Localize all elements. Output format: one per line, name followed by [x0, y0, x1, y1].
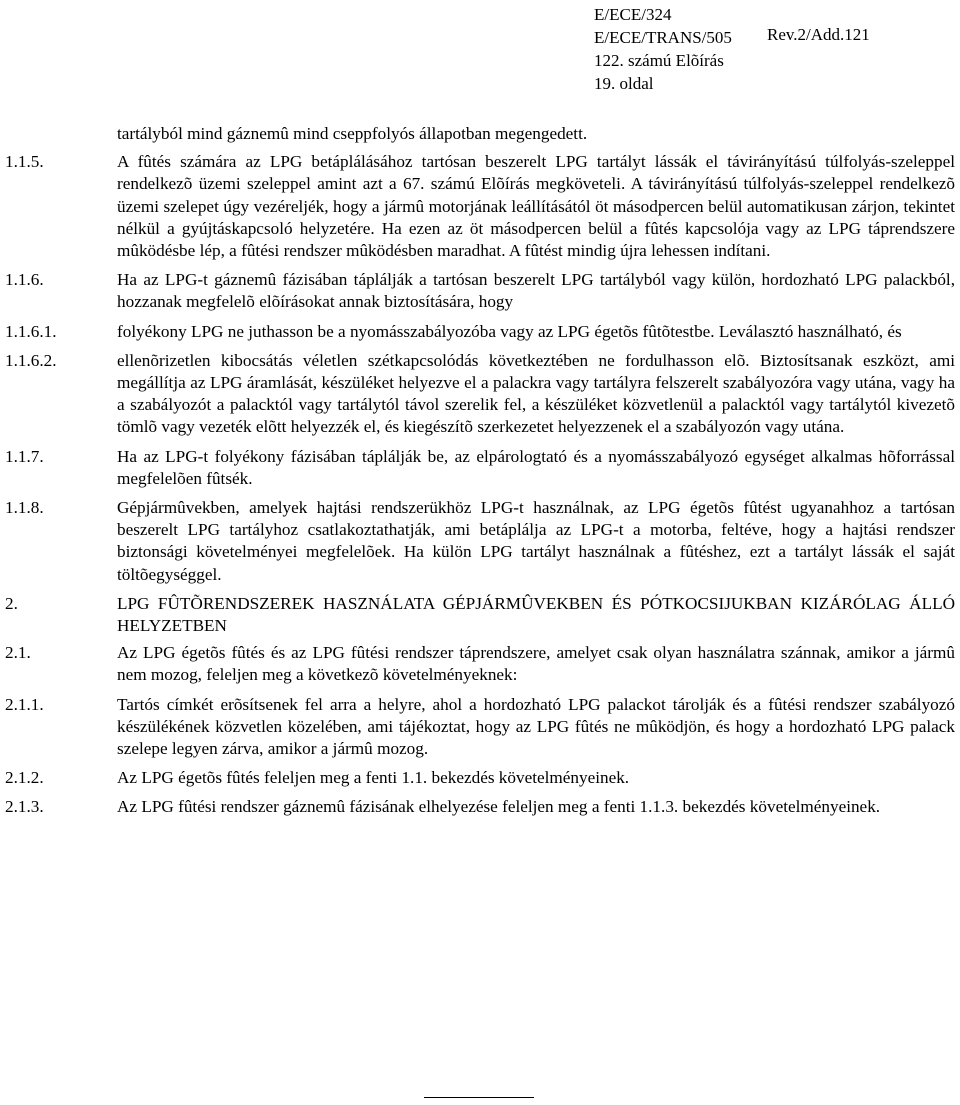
paragraph-text: Gépjármûvekben, amelyek hajtási rendszerükhöz LPG-t használnak, az LPG égetõs fûtést ugyanahhoz a tartósan beszerelt LPG tartályhoz csatlakoztathatják, ami betáplálja az LPG-t a motorba, feltéve, hogy a hajtási rendszer biztonsági követelményei megfelelõek. Ha külön LPG tartályt használnak a fûtéshez, ezt a tartályt lássák el saját töltõegységgel.	[117, 498, 955, 584]
paragraph	[5, 446, 955, 490]
paragraph-list	[5, 151, 955, 818]
paragraph-number: 1.1.6.1.	[5, 321, 57, 341]
paragraph-text: folyékony LPG ne juthasson be a nyomásszabályozóba vagy az LPG égetõs fûtõtestbe. Leválasztó használható, és	[117, 321, 902, 341]
document-header	[594, 4, 732, 96]
paragraph-number: 2.1.	[5, 643, 31, 663]
paragraph-number: 1.1.6.	[5, 270, 44, 290]
page-number: 19. oldal	[594, 74, 654, 93]
revision-code: Rev.2/Add.121	[767, 25, 870, 44]
paragraph-text: A fûtés számára az LPG betáplálásához tartósan beszerelt LPG tartályt lássák el távirányítású túlfolyás-szeleppel rendelkezõ üzemi szeleppel amint azt a 67. számú Elõírás megköveteli. A távirányítású túlfolyás-szeleppel rendelkezõ üzemi szelepet úgy vezéreljék, hogy a jármû motorjának leállításától öt másodpercen belül automatikusan zárjon, tekintet nélkül a gyújtáskapcsoló helyzetére. Ha ezen az öt másodpercen belül a fûtés kapcsolója vagy az LPG táprendszere mûködésbe lép, a fûtési rendszer mûködésben maradhat. A fûtést mindig újra lehessen indítani.	[117, 152, 955, 261]
paragraph-text: Ha az LPG-t gáznemû fázisában táplálják a tartósan beszerelt LPG tartályból vagy külön, hordozható LPG palackból, hozzanak megfelelõ elõírásokat annak biztosítására, hogy	[117, 270, 955, 312]
paragraph-text: Az LPG égetõs fûtés feleljen meg a fenti 1.1. bekezdés követelményeinek.	[117, 768, 630, 788]
paragraph-number: 2.1.1.	[5, 694, 44, 714]
paragraph	[5, 497, 955, 586]
paragraph	[5, 151, 955, 262]
paragraph	[5, 269, 955, 313]
end-rule	[424, 1097, 534, 1098]
paragraph	[5, 767, 955, 789]
doc-code: E/ECE/324	[594, 5, 672, 24]
paragraph-text: Az LPG égetõs fûtés és az LPG fûtési rendszer táprendszere, amelyet csak olyan használatra szánnak, amikor a jármû nem mozog, feleljen meg a következõ követelményeknek:	[117, 643, 955, 685]
paragraph-text: Tartós címkét erõsítsenek fel arra a helyre, ahol a hordozható LPG palackot tárolják és a fûtési rendszer szabályozó készülékének közvetlen közelében, ami tájékoztat, hogy az LPG fûtés ne mûködjön, és hogy a hordozható LPG palack szelepe legyen zárva, amikor a jármû mozog.	[117, 694, 955, 759]
paragraph-number: 1.1.7.	[5, 446, 44, 466]
paragraph-text: ellenõrizetlen kibocsátás véletlen szétkapcsolódás következtében ne fordulhasson elõ. Biztosítsanak eszközt, ami megállítja az LPG áramlását, készüléket helyezve el a palackra vagy tartályra felszerelt szabályozóra vagy utána, vagy ha a szabályozót a palacktól vagy tartálytól távol szerelik fel, a készüléket közvetlenül a palacktól vagy tartálytól kivezetõ tömlõ vagy vezeték elõtt helyezzék el, és kiegészítõ szerkezetet helyezzenek el a szabályozón vagy utána.	[117, 350, 955, 437]
intro-text: tartályból mind gáznemû mind cseppfolyós állapotban megengedett.	[117, 124, 588, 143]
paragraph-text: Az LPG fûtési rendszer gáznemû fázisának elhelyezése feleljen meg a fenti 1.1.3. bekezdés követelményeinek.	[117, 797, 881, 817]
trans-code: E/ECE/TRANS/505	[594, 28, 732, 47]
paragraph-number: 2.1.3.	[5, 797, 44, 817]
paragraph-number: 2.	[5, 593, 18, 613]
paragraph-text: LPG FÛTÕRENDSZEREK HASZNÁLATA GÉPJÁRMÛVEKBEN ÉS PÓTKOCSIJUKBAN KIZÁRÓLAG ÁLLÓ HELYZETBEN	[117, 593, 955, 636]
paragraph-number: 1.1.8.	[5, 498, 44, 518]
paragraph-text: Ha az LPG-t folyékony fázisában táplálják be, az elpárologtató és a nyomásszabályozó egységet alkalmas hõforrással megfelelõen fûtsék.	[117, 446, 955, 488]
paragraph-number: 1.1.5.	[5, 152, 44, 172]
regulation-number: 122. számú Elõírás	[594, 51, 724, 70]
paragraph	[5, 350, 955, 439]
section-heading	[5, 593, 955, 637]
paragraph	[5, 694, 955, 761]
paragraph-number: 2.1.2.	[5, 768, 44, 788]
paragraph-number: 1.1.6.2.	[5, 350, 57, 370]
document-body	[5, 123, 955, 826]
paragraph	[5, 796, 955, 818]
paragraph	[5, 642, 955, 686]
paragraph	[5, 321, 955, 343]
